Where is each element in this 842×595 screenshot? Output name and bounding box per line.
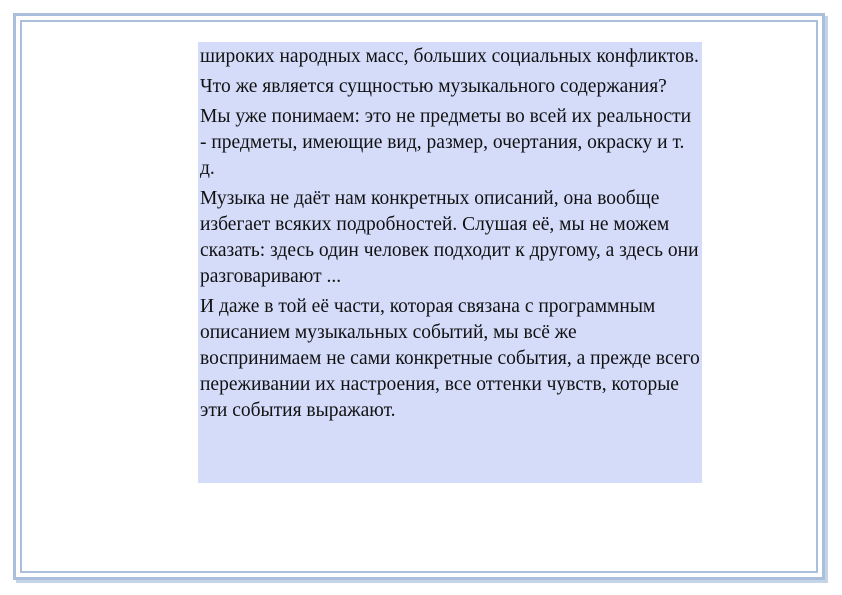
paragraph-4: Музыка не даёт нам конкретных описаний, она вообще избегает всяких подробностей. Слушая её, мы не можем сказать: здесь один человек подходит к другому, а здесь они разговаривают ... <box>200 188 699 287</box>
paragraph-5: И даже в той её части, которая связана с программным описанием музыкальных событий, мы всё же воспринимаем не сами конкретные события, а прежде всего переживании их настроения, все оттенки чувств, которые эти события выражают. <box>200 296 700 421</box>
paragraph-3: Мы уже понимаем: это не предметы во всей их реальности - предметы, имеющие вид, размер, очертания, окраску и т. д. <box>200 106 692 179</box>
paragraph-1: широких народных масс, больших социальных конфликтов. <box>200 46 699 67</box>
text-block <box>198 42 702 483</box>
paragraph-2: Что же является сущностью музыкального содержания? <box>200 76 667 97</box>
